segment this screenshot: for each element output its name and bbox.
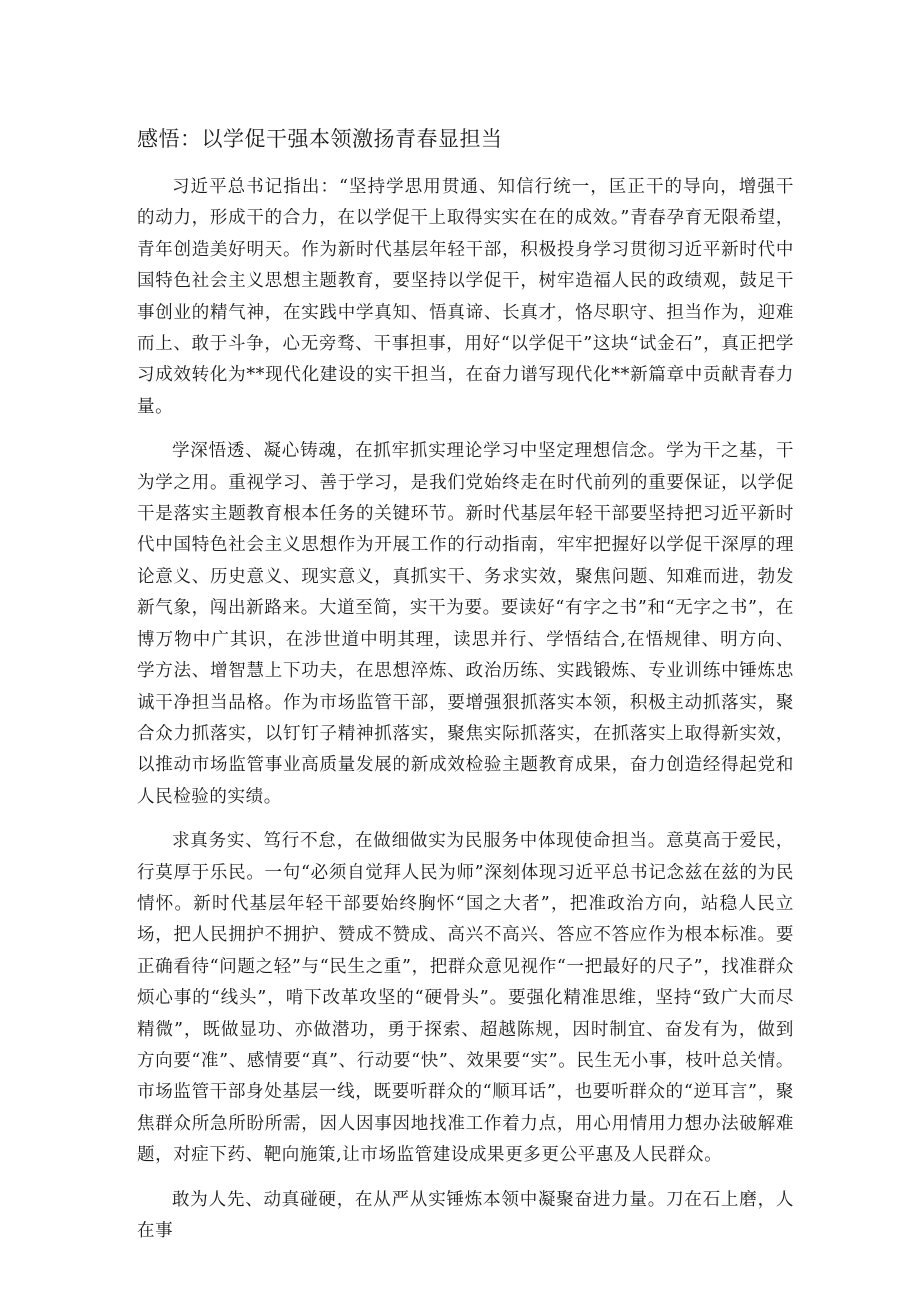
paragraph-4: 敢为人先、动真碰硬，在从严从实锤炼本领中凝聚奋进力量。刀在石上磨，人在事 [137,1189,794,1241]
document-body [137,172,794,1260]
paragraph-2: 学深悟透、凝心铸魂，在抓牢抓实理论学习中坚定理想信念。学为干之基，干为学之用。重视学习、善于学习，是我们党始终走在时代前列的重要保证，以学促干是落实主题教育根本任务的关键环节。新时代基层年轻干部要坚持把习近平新时代中国特色社会主义思想作为开展工作的行动指南，牢牢把握好以学促干深厚的理论意义、历史意义、现实意义，真抓实干、务求实效，聚焦问题、知难而进，勃发新气象，闯出新路来。大道至简，实干为要。要读好“有字之书”和“无字之书”，在博万物中广其识，在涉世道中明其理，读思并行、学悟结合,在悟规律、明方向、学方法、增智慧上下功夫，在思想淬炼、政治历练、实践锻炼、专业训练中锤炼忠诚干净担当品格。作为市场监管干部，要增强狠抓落实本领，积极主动抓落实，聚合众力抓落实，以钉钉子精神抓落实，聚焦实际抓落实，在抓落实上取得新实效，以推动市场监管事业高质量发展的新成效检验主题教育成果，奋力创造经得起党和人民检验的实绩。 [137,441,794,807]
paragraph-3: 求真务实、笃行不怠，在做细做实为民服务中体现使命担当。意莫高于爱民，行莫厚于乐民。一句“必须自觉拜人民为师”深刻体现习近平总书记念兹在兹的为民情怀。新时代基层年轻干部要始终胸怀“国之大者”，把准政治方向，站稳人民立场，把人民拥护不拥护、赞成不赞成、高兴不高兴、答应不答应作为根本标准。要正确看待“问题之轻”与“民生之重”，把群众意见视作“一把最好的尺子”，找准群众烦心事的“线头”，啃下改革攻坚的“硬骨头”。要强化精准思维，坚持“致广大而尽精微”，既做显功、亦做潜功，勇于探索、超越陈规，因时制宜、奋发有为，做到方向要“准”、感情要“真”、行动要“快”、效果要“实”。民生无小事，枝叶总关情。市场监管干部身处基层一线，既要听群众的“顺耳话”，也要听群众的“逆耳言”，聚焦群众所急所盼所需，因人因事因地找准工作着力点，用心用情用力想办法破解难题，对症下药、靶向施策,让市场监管建设成果更多更公平惠及人民群众。 [137,831,794,1166]
paragraph-1: 习近平总书记指出：“坚持学思用贯通、知信行统一，匡正干的导向，增强干的动力，形成干的合力，在以学促干上取得实实在在的成效。”青春孕育无限希望，青年创造美好明天。作为新时代基层年轻干部，积极投身学习贯彻习近平新时代中国特色社会主义思想主题教育，要坚持以学促干，树牢造福人民的政绩观，鼓足干事创业的精气神，在实践中学真知、悟真谛、长真才，恪尽职守、担当作为，迎难而上、敢于斗争，心无旁骛、干事担事，用好“以学促干”这块“试金石”，真正把学习成效转化为**现代化建设的实干担当，在奋力谱写现代化**新篇章中贡献青春力量。 [137,177,794,417]
document-title: 感悟：以学促干强本领激扬青春显担当 [137,127,503,151]
